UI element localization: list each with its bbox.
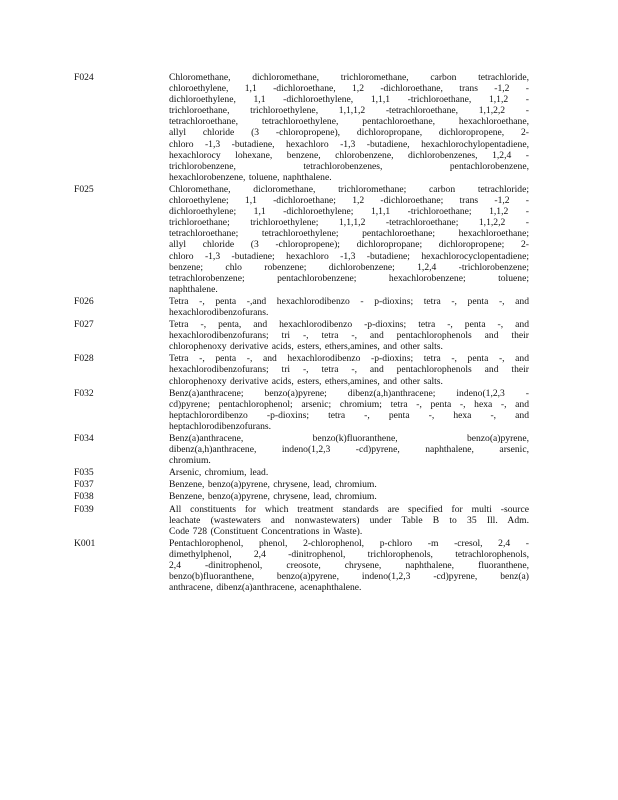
table-row bbox=[74, 479, 534, 490]
constituent-line: trichlorobenzene, tetrachlorobenzenes, pentachlorobenzene, bbox=[169, 160, 529, 172]
constituent-list bbox=[169, 72, 529, 183]
constituent-list bbox=[169, 388, 529, 432]
table-row bbox=[74, 319, 534, 352]
constituent-list bbox=[169, 467, 529, 478]
table-row bbox=[74, 491, 534, 502]
constituent-line: dichloroethylene, 1,1 -dichloroethylene, 1,1,1 -trichloroethane, 1,1,2 - bbox=[169, 94, 529, 106]
constituent-line: 2,4 -dinitrophenol, creosote, chrysene, naphthalene, fluoranthene, bbox=[169, 560, 529, 572]
constituent-list bbox=[169, 538, 529, 593]
constituent-line: heptachlorodibenzofurans. bbox=[169, 420, 272, 432]
constituent-line: trichloroethane; trichloroethylene; 1,1,1,2 -tetrachloroethane; 1,1,2,2 - bbox=[169, 217, 529, 229]
waste-code: F039 bbox=[74, 503, 94, 515]
constituent-list bbox=[169, 184, 529, 295]
constituent-line: cd)pyrene; pentachlorophenol; arsenic; chromium; tetra -, penta -, hexa -, and bbox=[169, 398, 529, 410]
table-row bbox=[74, 433, 534, 466]
constituent-line: dichloroethylene; 1,1 -dichloroethylene; 1,1,1 -trichloroethane; 1,1,2 - bbox=[169, 206, 529, 218]
constituent-list bbox=[169, 319, 529, 352]
table-row bbox=[74, 353, 534, 386]
constituent-line: chlorophenoxy derivative acids, esters, ethers,amines, and other salts. bbox=[169, 375, 443, 387]
constituent-line: Benz(a)anthracene, benzo(k)fluoranthene, benzo(a)pyrene, bbox=[169, 433, 529, 444]
constituent-line: hexachlorodibenzofurans; tri -, tetra -, and pentachlorophenols and their bbox=[169, 364, 529, 376]
constituent-line: chloroethylene; 1,1 -dichloroethane; 1,2 -dichloroethane; trans -1,2 - bbox=[169, 195, 529, 207]
constituent-line: All constituents for which treatment standards are specified for multi -source bbox=[169, 503, 529, 515]
constituent-line: chromium. bbox=[169, 455, 211, 467]
constituent-line: chloro -1,3 -butadiene; hexachloro -1,3 -butadiene; hexachlorocyclopentadiene; bbox=[169, 250, 529, 262]
constituent-list bbox=[169, 353, 529, 386]
constituent-line: benzene; chlo robenzene; dichlorobenzene; 1,2,4 -trichlorobenzene; bbox=[169, 261, 529, 273]
constituent-line: tetrachlorobenzene; pentachlorobenzene; hexachlorobenzene; toluene; bbox=[169, 272, 529, 284]
constituent-line: dibenz(a,h)anthracene, indeno(1,2,3 -cd)pyrene, naphthalene, arsenic, bbox=[169, 444, 529, 456]
waste-code: F024 bbox=[74, 72, 94, 83]
waste-code: F037 bbox=[74, 479, 94, 491]
table-row bbox=[74, 388, 534, 432]
constituent-line: Benzene, benzo(a)pyrene, chrysene, lead, chromium. bbox=[169, 491, 377, 503]
constituent-line: Arsenic, chromium, lead. bbox=[169, 467, 269, 479]
constituent-line: chlorophenoxy derivative acids, esters, ethers,amines, and other salts. bbox=[169, 341, 443, 353]
table-row bbox=[74, 296, 534, 318]
constituent-line: Chloromethane, dicloromethane, trichloromethane; carbon tetrachloride; bbox=[169, 183, 529, 195]
constituent-line: naphthalene. bbox=[169, 283, 218, 295]
constituent-list bbox=[169, 296, 529, 318]
waste-code: F035 bbox=[74, 467, 94, 479]
constituent-line: Benz(a)anthracene; benzo(a)pyrene; dibenz(a,h)anthracene; indeno(1,2,3 - bbox=[169, 387, 529, 399]
table-row bbox=[74, 504, 534, 537]
table-row bbox=[74, 184, 534, 295]
constituent-list bbox=[169, 433, 529, 466]
waste-code: F032 bbox=[74, 387, 94, 399]
constituent-list bbox=[169, 491, 529, 502]
constituent-line: Benzene, benzo(a)pyrene, chrysene, lead, chromium. bbox=[169, 479, 377, 491]
constituent-line: tetrachloroethane, tetrachloroethylene, pentachloroethane, hexachloroethane, bbox=[169, 116, 529, 128]
waste-code: F038 bbox=[74, 491, 94, 503]
waste-code: F026 bbox=[74, 295, 94, 307]
constituent-list bbox=[169, 504, 529, 537]
constituent-line: Tetra -, penta, and hexachlorodibenzo -p-dioxins; tetra -, penta -, and bbox=[169, 319, 529, 331]
waste-code: F025 bbox=[74, 183, 94, 195]
table-row bbox=[74, 72, 534, 183]
constituent-line: hexachlorodibenzofurans. bbox=[169, 306, 269, 318]
constituent-line: Tetra -, penta -,and hexachlorodibenzo - p-dioxins; tetra -, penta -, and bbox=[169, 295, 529, 307]
waste-code: K001 bbox=[74, 537, 96, 549]
table-row bbox=[74, 467, 534, 478]
constituent-line: hexachlorocy lohexane, benzene, chlorobenzene, dichlorobenzenes, 1,2,4 - bbox=[169, 149, 529, 161]
constituent-line: tetrachloroethane; tetrachloroethylene; pentachloroethane; hexachloroethane; bbox=[169, 228, 529, 240]
constituent-line: chloroethylene, 1,1 -dichloroethane, 1,2 -dichloroethane, trans -1,2 - bbox=[169, 83, 529, 95]
waste-code: F034 bbox=[74, 433, 94, 444]
constituent-line: Code 728 (Constituent Concentrations in Waste). bbox=[169, 525, 363, 537]
constituent-line: anthracene, dibenz(a)anthracene, acenaphthalene. bbox=[169, 582, 362, 594]
constituent-line: Chloromethane, dichloromethane, trichloromethane, carbon tetrachloride, bbox=[169, 72, 529, 83]
constituent-line: dimethylphenol, 2,4 -dinitrophenol, trichlorophenols, tetrachlorophenols, bbox=[169, 548, 529, 560]
constituent-list bbox=[169, 479, 529, 490]
waste-code-table bbox=[74, 72, 534, 594]
constituent-line: hexachlorobenzene, toluene, naphthalene. bbox=[169, 171, 332, 183]
constituent-line: leachate (wastewaters and nonwastewaters) under Table B to 35 Ill. Adm. bbox=[169, 514, 529, 526]
constituent-line: trichloroethane, trichloroethylene, 1,1,1,2 -tetrachloroethane, 1,1,2,2 - bbox=[169, 105, 529, 117]
table-row bbox=[74, 538, 534, 593]
constituent-line: Tetra -, penta -, and hexachlorodibenzo -p-dioxins; tetra -, penta -, and bbox=[169, 353, 529, 365]
constituent-line: Pentachlorophenol, phenol, 2-chlorophenol, p-chloro -m -cresol, 2,4 - bbox=[169, 537, 529, 549]
constituent-line: allyl chloride (3 -chloropropene), dichloropropane, dichloropropene, 2- bbox=[169, 127, 529, 139]
constituent-line: allyl chloride (3 -chloropropene); dichloropropane; dichloropropene; 2- bbox=[169, 239, 529, 251]
waste-code: F028 bbox=[74, 353, 94, 365]
constituent-line: hexachlorodibenzofurans; tri -, tetra -, and pentachlorophenols and their bbox=[169, 330, 529, 342]
constituent-line: chloro -1,3 -butadiene, hexachloro -1,3 -butadiene, hexachlorochylopentadiene, bbox=[169, 138, 529, 150]
constituent-line: benzo(b)fluoranthene, benzo(a)pyrene, indeno(1,2,3 -cd)pyrene, benz(a) bbox=[169, 571, 529, 583]
constituent-line: heptachlorordibenzo -p-dioxins; tetra -, penta -, hexa -, and bbox=[169, 409, 529, 421]
waste-code: F027 bbox=[74, 319, 94, 331]
